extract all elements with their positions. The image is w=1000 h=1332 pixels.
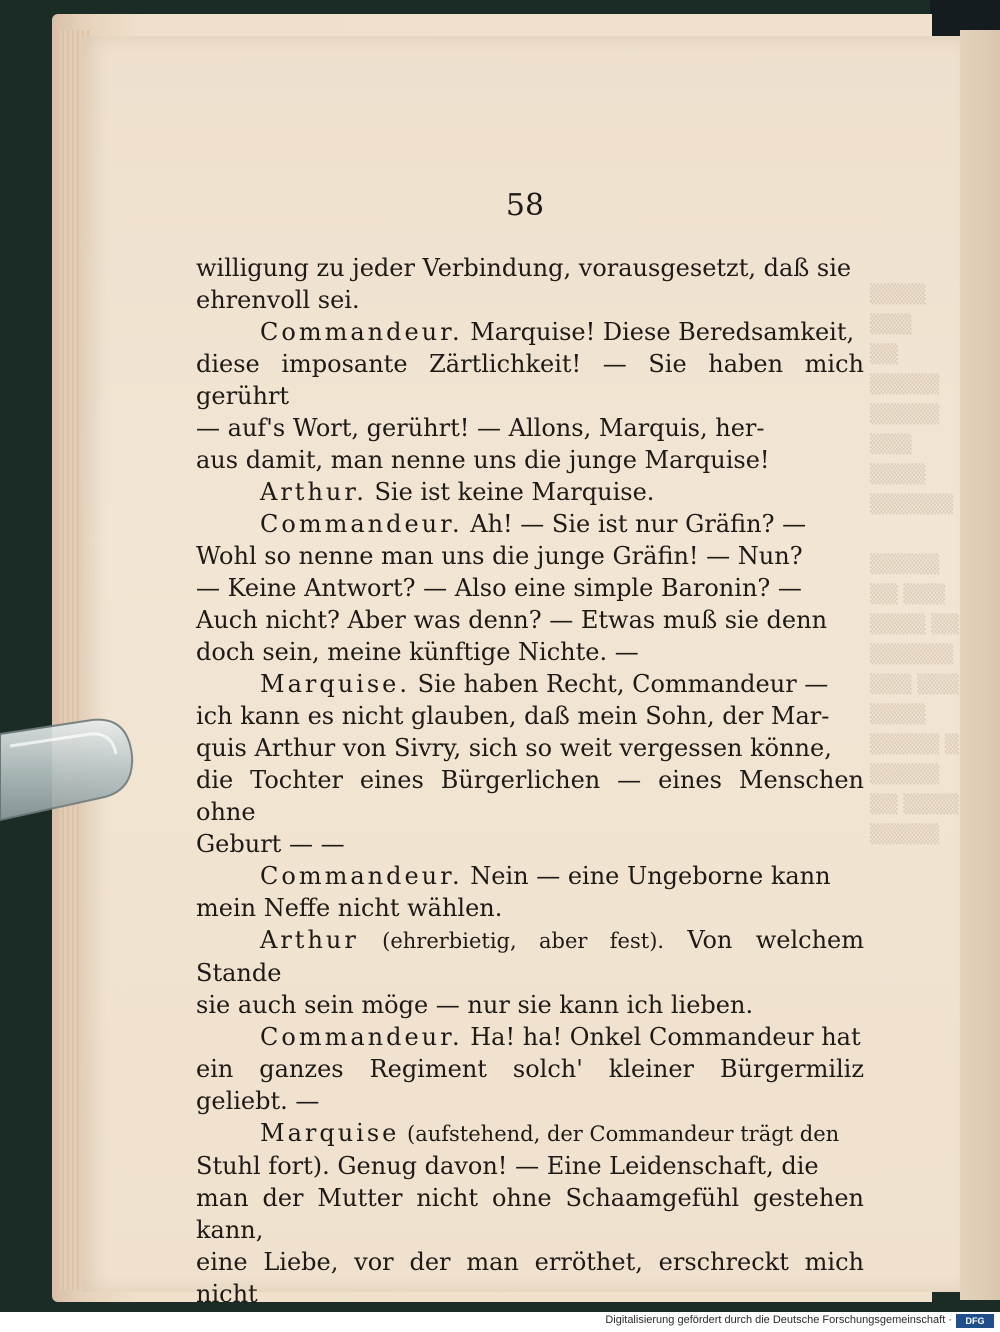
text-line: die Tochter eines Bürgerlichen — eines Menschen ohne — [196, 766, 864, 826]
page-number: 58 — [505, 188, 545, 223]
dialogue-paragraph — [196, 924, 864, 1021]
facing-page-edge — [960, 30, 1000, 1300]
dfg-logo: DFG — [956, 1314, 994, 1328]
text-line: quis Arthur von Sivry, sich so weit vergessen könne, — [196, 734, 832, 762]
text-line: ich kann es nicht glauben, daß mein Sohn, der Mar- — [196, 702, 830, 730]
text-line: willigung zu jeder Verbindung, vorausgesetzt, daß sie — [196, 254, 852, 282]
speaker-name: Commandeur. — [260, 862, 463, 890]
text-line: Sie ist keine Marquise. — [374, 478, 655, 506]
speaker-name: Commandeur. — [260, 1023, 463, 1051]
text-line: eine Liebe, vor der man erröthet, erschreckt mich nicht — [196, 1248, 864, 1308]
text-line: man der Mutter nicht ohne Schaamgefühl gestehen kann, — [196, 1184, 864, 1244]
text-line: Sie haben Recht, Commandeur — — [417, 670, 829, 698]
page-holder-clip — [0, 712, 134, 822]
show-through-ghost-text: ▒▒▒▒ ▒▒▒ ▒▒ ▒▒▒▒▒ ▒▒▒▒▒ ▒▒▒ ▒▒▒▒ ▒▒▒▒▒▒ ▒▒▒▒▒ ▒▒ ▒▒▒ ▒▒▒▒ ▒▒ ▒▒▒▒▒▒ ▒▒▒ ▒▒▒ ▒▒▒▒ ▒▒▒▒▒ ▒ ▒▒▒▒▒ ▒▒ ▒▒▒▒ ▒▒▒▒▒ — [870, 284, 959, 845]
dialogue-paragraph — [196, 1117, 864, 1310]
text-line: mein Neffe nicht wählen. — [196, 894, 503, 922]
dialogue-paragraph — [196, 508, 864, 668]
funding-credit: Digitalisierung gefördert durch die Deutsche Forschungsgemeinschaft · — [605, 1314, 952, 1326]
page-text — [196, 252, 864, 1310]
text-line: sie auch sein möge — nur sie kann ich lieben. — [196, 991, 754, 1019]
paragraph — [196, 252, 864, 316]
speaker-name: Arthur. — [260, 478, 367, 506]
text-line: Stuhl fort). Genug davon! — Eine Leidenschaft, die — [196, 1152, 819, 1180]
text-line: Geburt — — — [196, 830, 345, 858]
text-line: Ah! — Sie ist nur Gräfin? — — [470, 510, 807, 538]
dialogue-paragraph — [196, 476, 864, 508]
text-line: Nein — eine Ungeborne kann — [470, 862, 831, 890]
dialogue-paragraph — [196, 860, 864, 924]
text-line: ehrenvoll sei. — [196, 286, 360, 314]
dialogue-paragraph — [196, 668, 864, 860]
text-line: — auf's Wort, gerührt! — Allons, Marquis, her- — [196, 414, 765, 442]
text-line: Ha! ha! Onkel Commandeur hat — [470, 1023, 861, 1051]
text-line: Auch nicht? Aber was denn? — Etwas muß sie denn — [196, 606, 828, 634]
dialogue-paragraph — [196, 316, 864, 476]
text-line: — Keine Antwort? — Also eine simple Baronin? — — [196, 574, 802, 602]
text-line: ein ganzes Regiment solch' kleiner Bürgermiliz geliebt. — — [196, 1055, 864, 1115]
speaker-name: Arthur — [260, 926, 359, 954]
text-line: aus damit, man nenne uns die junge Marquise! — [196, 446, 770, 474]
text-line: Marquise! Diese Beredsamkeit, — [470, 318, 855, 346]
text-line: diese imposante Zärtlichkeit! — Sie haben mich gerührt — [196, 350, 864, 410]
text-line: doch sein, meine künftige Nichte. — — [196, 638, 639, 666]
speaker-name: Commandeur. — [260, 318, 463, 346]
text-line: Wohl so nenne man uns die junge Gräfin! — Nun? — [196, 542, 803, 570]
dialogue-paragraph — [196, 1021, 864, 1117]
stage-direction: (ehrerbietig, aber fest). — [382, 929, 665, 953]
stage-direction: (aufstehend, der Commandeur trägt den — [407, 1122, 840, 1146]
text-line: Von welchem Stande — [196, 926, 865, 987]
speaker-name: Commandeur. — [260, 510, 463, 538]
speaker-name: Marquise. — [260, 670, 410, 698]
speaker-name: Marquise — [260, 1119, 400, 1147]
